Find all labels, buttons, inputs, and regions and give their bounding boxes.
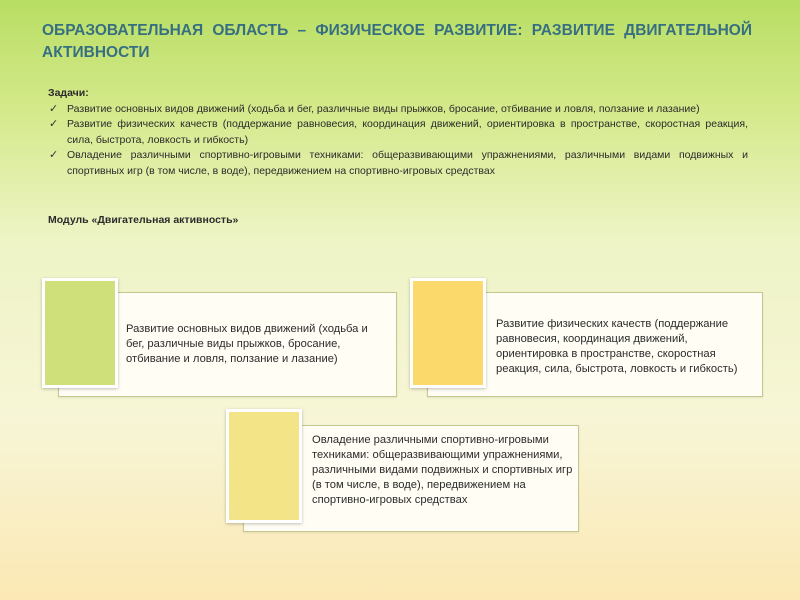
task-item bbox=[48, 148, 748, 179]
card-text: Развитие физических качеств (поддержание равновесия, координация движений, ориентировка в пространстве, скоростная реакция, сила, быстрота, ловкость и гибкость) bbox=[496, 318, 738, 375]
card-swatch bbox=[42, 278, 118, 388]
checkmark-icon: ✓ bbox=[49, 149, 59, 161]
slide-title bbox=[42, 20, 752, 64]
card-text: Овладение различными спортивно-игровыми техниками: общеразвивающими упражнениями, различными видами подвижных и спортивных игр (в том числе, в воде), передвижением на спортивно-игровых средствах bbox=[312, 434, 573, 506]
card-text: Развитие основных видов движений (ходьба и бег, различные виды прыжков, бросание, отбивание и ловля, ползание и лазание) bbox=[126, 323, 368, 365]
task-item-text: Развитие физических качеств (поддержание равновесия, координация движений, ориентировка в пространстве, скоростная реакция, сила, быстрота, ловкость и гибкость) bbox=[67, 118, 748, 146]
tasks-section bbox=[48, 86, 748, 179]
task-item-text: Овладение различными спортивно-игровыми техниками: общеразвивающими упражнениями, различными видами подвижных и спортивных игр (в том числе, в воде), передвижением на спортивно-игровых средствах bbox=[67, 149, 748, 177]
card-swatch bbox=[226, 409, 302, 523]
slide-title-line-2: АКТИВНОСТИ bbox=[42, 44, 150, 61]
card-swatch bbox=[410, 278, 486, 388]
task-item bbox=[48, 102, 748, 118]
checkmark-icon: ✓ bbox=[49, 102, 59, 115]
checkmark-icon: ✓ bbox=[49, 118, 59, 130]
tasks-list bbox=[48, 102, 748, 180]
task-item bbox=[48, 117, 748, 148]
module-title: Модуль «Двигательная активность» bbox=[48, 214, 239, 226]
slide-title-line-1: ОБРАЗОВАТЕЛЬНАЯ ОБЛАСТЬ – ФИЗИЧЕСКОЕ РАЗВИТИЕ: РАЗВИТИЕ ДВИГАТЕЛЬНОЙ bbox=[42, 22, 752, 39]
tasks-heading: Задачи: bbox=[48, 87, 89, 99]
task-item-text: Развитие основных видов движений (ходьба и бег, различные виды прыжков, бросание, отбивание и ловля, ползание и лазание) bbox=[67, 102, 700, 115]
